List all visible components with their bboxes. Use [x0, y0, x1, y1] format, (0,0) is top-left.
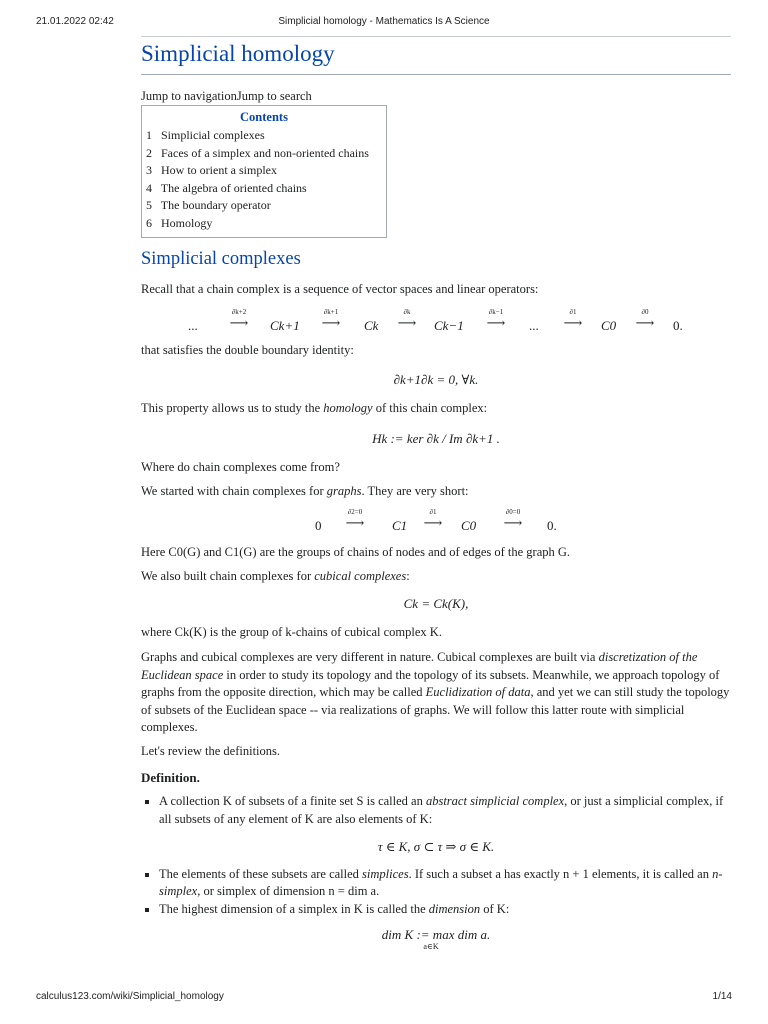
paragraph [141, 483, 731, 501]
list-item [159, 901, 731, 952]
arrow-label: ∂0=0 [505, 508, 521, 517]
arrow-glyph: ⟶ [397, 315, 417, 331]
chain-group: C0 [461, 518, 477, 534]
toc-item[interactable] [142, 162, 386, 180]
emphasis: abstract simplicial complex [425, 794, 565, 809]
text: of this chain complex: [372, 401, 488, 416]
text: , or simplex of dimension n = dim a. [197, 884, 380, 899]
arrow-glyph: ⟶ [563, 315, 583, 331]
paragraph: Let's review the definitions. [141, 743, 281, 758]
list-item [159, 793, 731, 856]
boundary-arrow [493, 508, 533, 530]
print-url: calculus123.com/wiki/Simplicial_homology [36, 991, 224, 1002]
emphasis: graphs [326, 483, 362, 498]
arrow-label: ∂k+2 [231, 308, 247, 317]
boundary-arrow [337, 508, 373, 530]
boundary-arrow [478, 308, 514, 330]
chain-group: Ck+1 [270, 318, 300, 334]
text: . If such a subset a has exactly n + 1 elements, it is called an [408, 866, 713, 881]
table-of-contents [141, 105, 387, 238]
text: This property allows us to study the [141, 401, 324, 416]
arrow-glyph: ⟶ [321, 315, 341, 331]
paragraph: that satisfies the double boundary identity: [141, 343, 354, 358]
arrow-label: ∂k−1 [488, 308, 504, 317]
paragraph: Where do chain complexes come from? [141, 460, 340, 475]
chain-group: C0 [601, 318, 617, 334]
sequence-start: 0 [315, 518, 322, 534]
toc-item-label[interactable]: Homology [161, 215, 213, 230]
text: in order to study its topology and the topology of its subsets. Meanwhile, we approach topology of graphs from the opposite direction, which may be called [141, 667, 720, 700]
text: Graphs and cubical complexes are very different in nature. Cubical complexes are built via [141, 650, 599, 665]
toc-item[interactable] [142, 127, 386, 145]
toc-item-number: 1 [146, 128, 152, 142]
emphasis: n-simplex [159, 866, 723, 899]
chain-group: Ck [364, 318, 379, 334]
toc-item-number: 5 [146, 198, 152, 213]
page-title: Simplicial homology [141, 36, 731, 75]
print-date: 21.01.2022 02:42 [36, 16, 114, 27]
graph-chain-sequence [141, 504, 731, 538]
ellipsis: ... [188, 318, 198, 334]
paragraph: Here C0(G) and C1(G) are the groups of chains of nodes and of edges of the graph G. [141, 545, 571, 560]
equation-text: dim K := max dim a. [381, 927, 491, 943]
definition-heading: Definition. [141, 770, 200, 786]
paragraph: where Ck(K) is the group of k-chains of cubical complex K. [141, 624, 442, 639]
list-item [159, 866, 731, 901]
emphasis: simplices [362, 866, 409, 881]
arrow-label: ∂1 [569, 308, 577, 317]
toc-item-number: 3 [146, 163, 152, 178]
text: We also built chain complexes for [141, 568, 315, 583]
chain-complex-sequence [141, 304, 731, 338]
toc-item-number: 4 [146, 180, 152, 195]
paragraph [141, 400, 731, 418]
ellipsis: ... [529, 318, 539, 334]
toc-item[interactable] [142, 180, 386, 198]
toc-item[interactable] [142, 215, 386, 233]
toc-item-number: 6 [146, 215, 152, 230]
print-header [36, 16, 732, 30]
boundary-arrow [313, 308, 349, 330]
sequence-end: 0. [547, 518, 557, 534]
text: The highest dimension of a simplex in K is called the [159, 901, 429, 916]
page-number: 1/14 [712, 991, 732, 1002]
text: , or just a simplicial complex, if all subsets of any element of K are also elements of K: [159, 794, 724, 826]
boundary-arrow [393, 308, 421, 330]
section-heading: Simplicial complexes [141, 248, 301, 269]
text: A collection K of subsets of a finite set S is called an [159, 794, 426, 809]
definition-list [141, 793, 731, 951]
boundary-arrow [559, 308, 587, 330]
equation-identity: ∂k+1∂k = 0, ∀k. [393, 371, 479, 387]
toc-item-label[interactable]: The boundary operator [160, 198, 271, 213]
arrow-glyph: ⟶ [345, 515, 365, 531]
emphasis: dimension [428, 901, 481, 916]
equation-subscript: a∈K [423, 942, 439, 952]
equation-dimension [141, 928, 731, 951]
emphasis: cubical complexes [314, 568, 407, 583]
chain-group: Ck−1 [434, 318, 464, 334]
sequence-end: 0. [673, 318, 683, 334]
arrow-label: ∂1 [429, 508, 437, 517]
text: : [406, 568, 410, 583]
arrow-label: ∂k [403, 308, 411, 317]
arrow-glyph: ⟶ [229, 315, 249, 331]
emphasis: discretization of the Euclidean space [141, 650, 698, 682]
arrow-label: ∂2=0 [347, 508, 363, 517]
arrow-glyph: ⟶ [486, 315, 506, 331]
emphasis: Euclidization of data [425, 685, 531, 700]
toc-item-label[interactable]: How to orient a simplex [161, 163, 277, 178]
arrow-label: ∂0 [641, 308, 649, 317]
text: We started with chain complexes for [141, 483, 327, 498]
toc-item-label[interactable]: The algebra of oriented chains [160, 180, 307, 195]
arrow-glyph: ⟶ [503, 515, 523, 531]
chain-group: C1 [392, 518, 408, 534]
boundary-arrow [419, 508, 447, 530]
article-content [141, 36, 731, 951]
boundary-arrow [221, 308, 257, 330]
boundary-arrow [631, 308, 659, 330]
paragraph [141, 568, 731, 586]
equation-cubical: Ck = Ck(K), [403, 596, 469, 612]
text: , and yet we can still study the topology of subsets of the Euclidean space -- via realizations of graphs. We will follow this latter route with simplicial complexes. [141, 685, 730, 735]
text: . They are very short: [361, 483, 469, 498]
toc-item-number: 2 [146, 145, 152, 160]
arrow-glyph: ⟶ [423, 515, 443, 531]
arrow-glyph: ⟶ [635, 315, 655, 331]
print-footer [36, 991, 732, 1005]
toc-title: Contents [240, 110, 288, 124]
emphasis: homology [323, 401, 373, 416]
toc-item-label[interactable]: Simplicial complexes [161, 128, 265, 142]
jump-links[interactable]: Jump to navigationJump to search [141, 89, 312, 103]
toc-item-label[interactable]: Faces of a simplex and non-oriented chains [161, 145, 369, 160]
paragraph: Recall that a chain complex is a sequence of vector spaces and linear operators: [141, 281, 539, 296]
print-page-title: Simplicial homology - Mathematics Is A Science [278, 16, 490, 27]
paragraph [141, 649, 731, 737]
toc-item[interactable] [142, 197, 386, 215]
toc-item[interactable] [142, 145, 386, 163]
text: The elements of these subsets are called [159, 866, 363, 881]
arrow-label: ∂k+1 [323, 308, 339, 317]
text: of K: [480, 901, 510, 916]
equation-homology: Hk := ker ∂k / Im ∂k+1 . [372, 430, 500, 446]
equation-definition: τ ∈ K, σ ⊂ τ ⇒ σ ∈ K. [377, 839, 495, 855]
